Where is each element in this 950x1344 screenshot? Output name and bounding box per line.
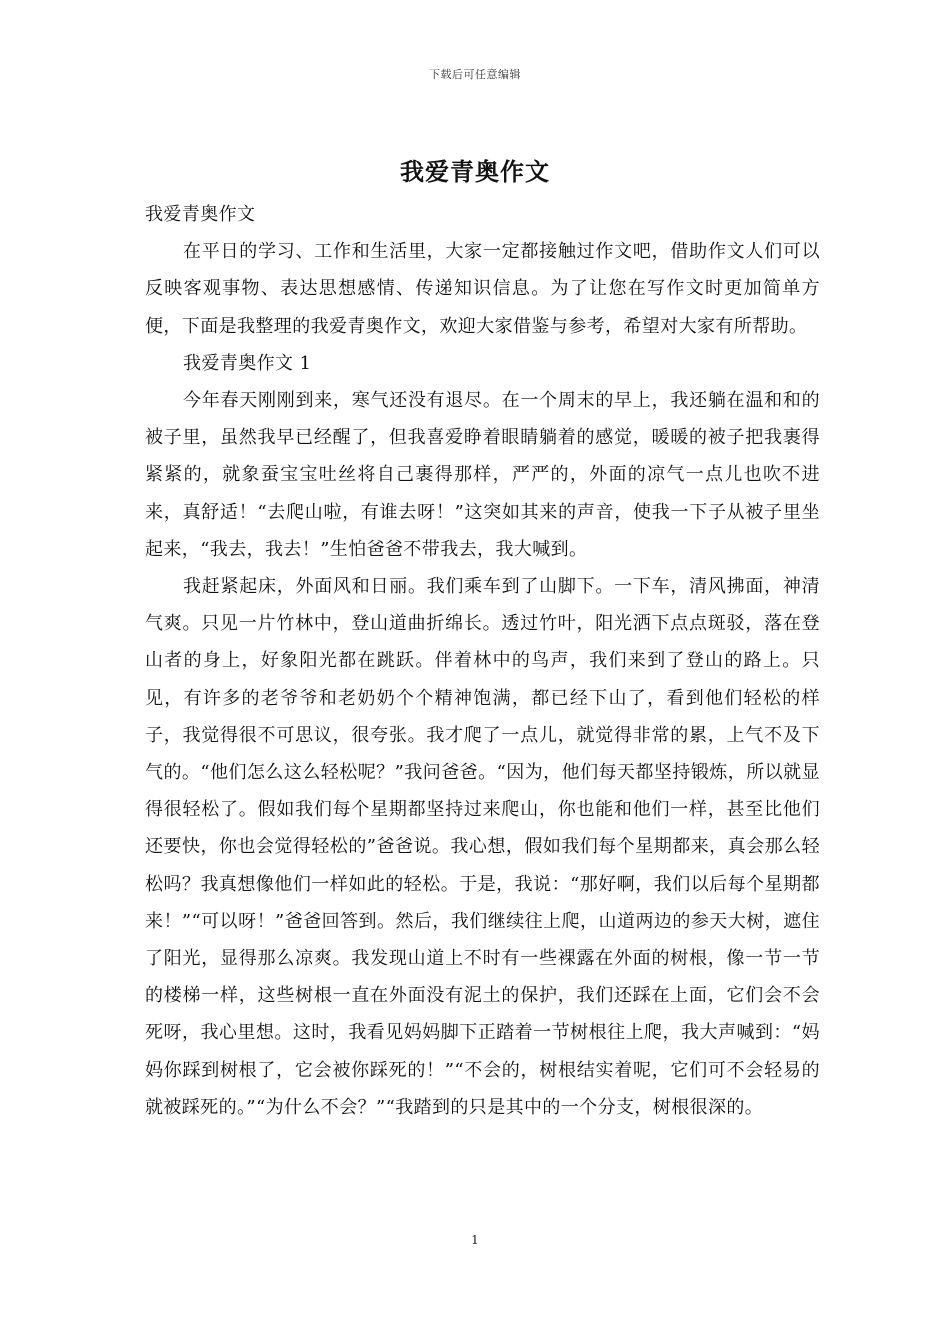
body-paragraph: 今年春天刚刚到来，寒气还没有退尽。在一个周末的早上，我还躺在温和和的被子里，虽然我早已经醒了，但我喜爱睁着眼睛躺着的感觉，暖暖的被子把我裹得紧紧的，就象蚕宝宝吐丝将自己裹得那样，严严的，外面的凉气一点儿也吹不进来，真舒适！“去爬山啦，有谁去呀！”这突如其来的声音，使我一下子从被子里坐起来，“我去，我去！”生怕爸爸不带我去，我大喊到。 — [145, 390, 820, 560]
document-body — [145, 196, 820, 1126]
body-paragraph: 我赶紧起床，外面风和日丽。我们乘车到了山脚下。一下车，清风拂面，神清气爽。只见一片竹林中，登山道曲折绵长。透过竹叶，阳光洒下点点斑驳，落在登山者的身上，好象阳光都在跳跃。伴着林中的鸟声，我们来到了登山的路上。只见，有许多的老爷爷和老奶奶个个精神饱满，都已经下山了，看到他们轻松的样子，我觉得很不可思议，很夸张。我才爬了一点儿，就觉得非常的累，上气不及下气的。“他们怎么这么轻松呢？”我问爸爸。“因为，他们每天都坚持锻炼，所以就显得很轻松了。假如我们每个星期都坚持过来爬山，你也能和他们一样，甚至比他们还要快，你也会觉得轻松的”爸爸说。我心想，假如我们每个星期都来，真会那么轻松吗？我真想像他们一样如此的轻松。于是，我说：“那好啊，我们以后每个星期都来！”“可以呀！”爸爸回答到。然后，我们继续往上爬，山道两边的参天大树，遮住了阳光，显得那么凉爽。我发现山道上不时有一些裸露在外面的树根，像一节一节的楼梯一样，这些树根一直在外面没有泥土的保护，我们还踩在上面，它们会不会死呀，我心里想。这时，我看见妈妈脚下正踏着一节树根往上爬，我大声喊到：“妈妈你踩到树根了，它会被你踩死的！”“不会的，树根结实着呢，它们可不会轻易的就被踩死的。”“为什么不会？”“我踏到的只是其中的一个分支，树根很深的。 — [145, 576, 820, 1118]
intro-paragraph: 在平日的学习、工作和生活里，大家一定都接触过作文吧，借助作文人们可以反映客观事物、表达思想感情、传递知识信息。为了让您在写作文时更加简单方便，下面是我整理的我爱青奥作文，欢迎大家借鉴与参考，希望对大家有所帮助。 — [145, 241, 820, 337]
page-number: 1 — [471, 1233, 479, 1247]
section-heading: 我爱青奥作文 1 — [183, 352, 312, 374]
header-note: 下载后可任意编辑 — [429, 68, 521, 81]
document-title: 我爱青奥作文 — [400, 157, 550, 186]
subtitle-paragraph: 我爱青奥作文 — [145, 204, 256, 225]
